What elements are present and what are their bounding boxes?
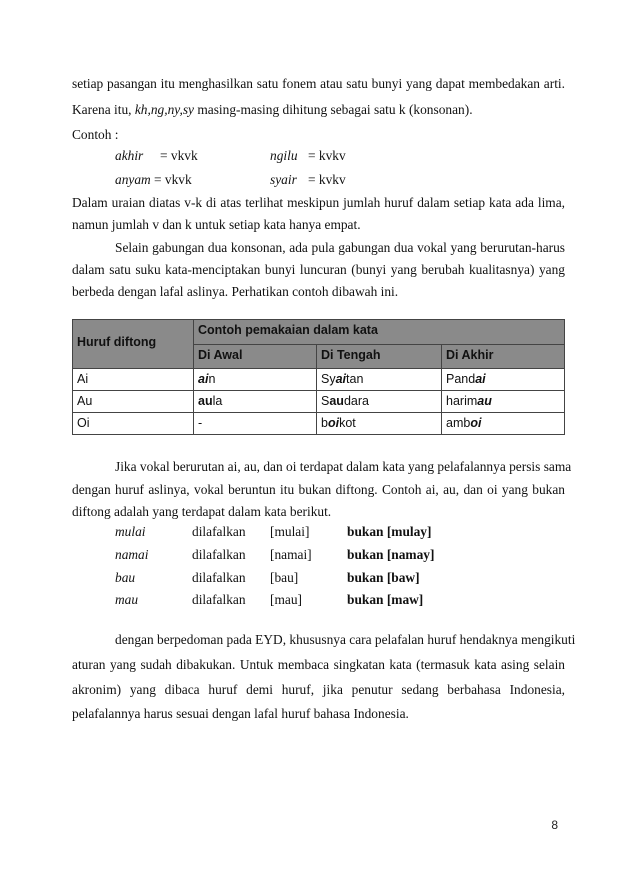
example-not-diftong: bukan [mulay] [347, 524, 432, 539]
text-span: S [321, 394, 330, 408]
table-divider [193, 344, 564, 345]
example-pattern: = vkvk [160, 148, 198, 163]
header-di-akhir [442, 345, 564, 368]
diftong-highlight: ai [335, 372, 347, 386]
text-span: n [208, 372, 216, 386]
example-word: namai [115, 547, 149, 562]
example-verb: dilafalkan [192, 524, 246, 539]
example-word: mau [115, 592, 139, 607]
text-span: la [212, 394, 223, 408]
table-cell-akhir [442, 413, 564, 434]
text-span: amb [446, 416, 471, 430]
example-word: akhir [115, 148, 144, 163]
example-pattern: = kvkv [308, 148, 346, 163]
table-cell-tengah [317, 369, 441, 390]
text-span: Pand [446, 372, 476, 386]
example-pronunciation: [mulai] [270, 524, 310, 539]
italic-text: kh,ng,ny,sy [134, 102, 194, 117]
table-cell-akhir [442, 369, 564, 390]
table-cell-diftong: Ai [77, 372, 89, 386]
text-span: dara [343, 394, 369, 408]
diftong-table [72, 319, 565, 435]
example-not-diftong: bukan [maw] [347, 592, 424, 607]
table-cell-tengah [317, 391, 441, 412]
table-divider [73, 412, 564, 413]
text-span: - [198, 416, 203, 430]
text-span: kot [339, 416, 356, 430]
example-word: bau [115, 570, 136, 585]
text-span: harim [446, 394, 478, 408]
table-cell-diftong: Oi [77, 416, 90, 430]
table-divider [193, 320, 194, 434]
example-pronunciation: [mau] [270, 592, 302, 607]
example-pattern: = vkvk [154, 172, 192, 187]
paragraph-line [72, 102, 473, 118]
example-verb: dilafalkan [192, 547, 246, 562]
table-divider [73, 368, 564, 369]
example-pronunciation: [namai] [270, 547, 312, 562]
table-cell-awal [194, 369, 316, 390]
example-not-diftong: bukan [namay] [347, 547, 435, 562]
paragraph-line: Dalam uraian diatas v-k di atas terlihat meskipun jumlah huruf dalam setiap kata ada lima, [72, 195, 565, 210]
table-divider [316, 344, 317, 434]
page-number: 8 [551, 818, 558, 832]
diftong-highlight: au [477, 394, 492, 408]
paragraph-line: dengan huruf aslinya, vokal beruntun itu bukan diftong. Contoh ai, au, dan oi yang bukan [72, 482, 565, 497]
paragraph-line: pelafalannya harus sesuai dengan lafal huruf bahasa Indonesia. [72, 706, 409, 721]
paragraph-line: setiap pasangan itu menghasilkan satu fonem atau satu bunyi yang dapat membedakan arti. [72, 76, 565, 91]
diftong-highlight: oi [470, 416, 482, 430]
paragraph-line: dengan berpedoman pada EYD, khususnya cara pelafalan huruf hendaknya mengikuti [115, 632, 576, 647]
header-di-tengah [317, 345, 441, 368]
header-label: Di Awal [198, 348, 243, 362]
text-span: Karena itu, [72, 102, 135, 117]
paragraph-line: berbeda dengan lafal aslinya. Perhatikan contoh dibawah ini. [72, 284, 399, 299]
diftong-highlight: ai [475, 372, 486, 386]
example-word: mulai [115, 524, 146, 539]
example-verb: dilafalkan [192, 592, 246, 607]
table-cell-diftong: Au [77, 394, 93, 408]
paragraph-line: Jika vokal berurutan ai, au, dan oi terdapat dalam kata yang pelafalannya persis sama [115, 459, 572, 474]
paragraph-line: diftong adalah yang terdapat dalam kata berikut. [72, 504, 332, 519]
diftong-highlight: au [198, 394, 213, 408]
header-label: Huruf diftong [77, 335, 157, 349]
paragraph-line: Selain gabungan dua konsonan, ada pula gabungan dua vokal yang berurutan-harus [115, 240, 565, 255]
table-cell-awal [194, 391, 316, 412]
table-cell-awal [194, 413, 316, 434]
header-label: Contoh pemakaian dalam kata [198, 323, 378, 337]
table-cell-akhir [442, 391, 564, 412]
example-label: Contoh : [72, 127, 119, 142]
diftong-highlight: ai [198, 372, 209, 386]
header-label: Di Tengah [321, 348, 381, 362]
header-contoh-pemakaian [194, 320, 564, 344]
header-di-awal [194, 345, 316, 368]
text-span: tan [346, 372, 364, 386]
table-divider [441, 344, 442, 434]
text-span: Sy [321, 372, 336, 386]
example-word: anyam [115, 172, 151, 187]
example-word: ngilu [270, 148, 298, 163]
paragraph-line: namun jumlah v dan k untuk setiap kata hanya empat. [72, 217, 361, 232]
example-verb: dilafalkan [192, 570, 246, 585]
diftong-highlight: oi [327, 416, 340, 430]
diftong-highlight: au [329, 394, 344, 408]
text-span: b [321, 416, 328, 430]
example-not-diftong: bukan [baw] [347, 570, 420, 585]
paragraph-line: dalam satu suku kata-menciptakan bunyi luncuran (bunyi yang berubah kualitasnya) yang [72, 262, 565, 277]
text-span: masing-masing dihitung sebagai satu k (konsonan). [193, 102, 473, 117]
example-pattern: = kvkv [308, 172, 346, 187]
header-label: Di Akhir [446, 348, 494, 362]
example-word: syair [270, 172, 297, 187]
table-cell-tengah [317, 413, 441, 434]
paragraph-line: aturan yang sudah dibakukan. Untuk membaca singkatan kata (termasuk kata asing selain [72, 657, 565, 672]
header-huruf-diftong [73, 320, 193, 368]
paragraph-line: akronim) yang dibaca huruf demi huruf, jika penutur sedang berbahasa Indonesia, [72, 682, 565, 697]
table-divider [73, 390, 564, 391]
example-pronunciation: [bau] [270, 570, 299, 585]
